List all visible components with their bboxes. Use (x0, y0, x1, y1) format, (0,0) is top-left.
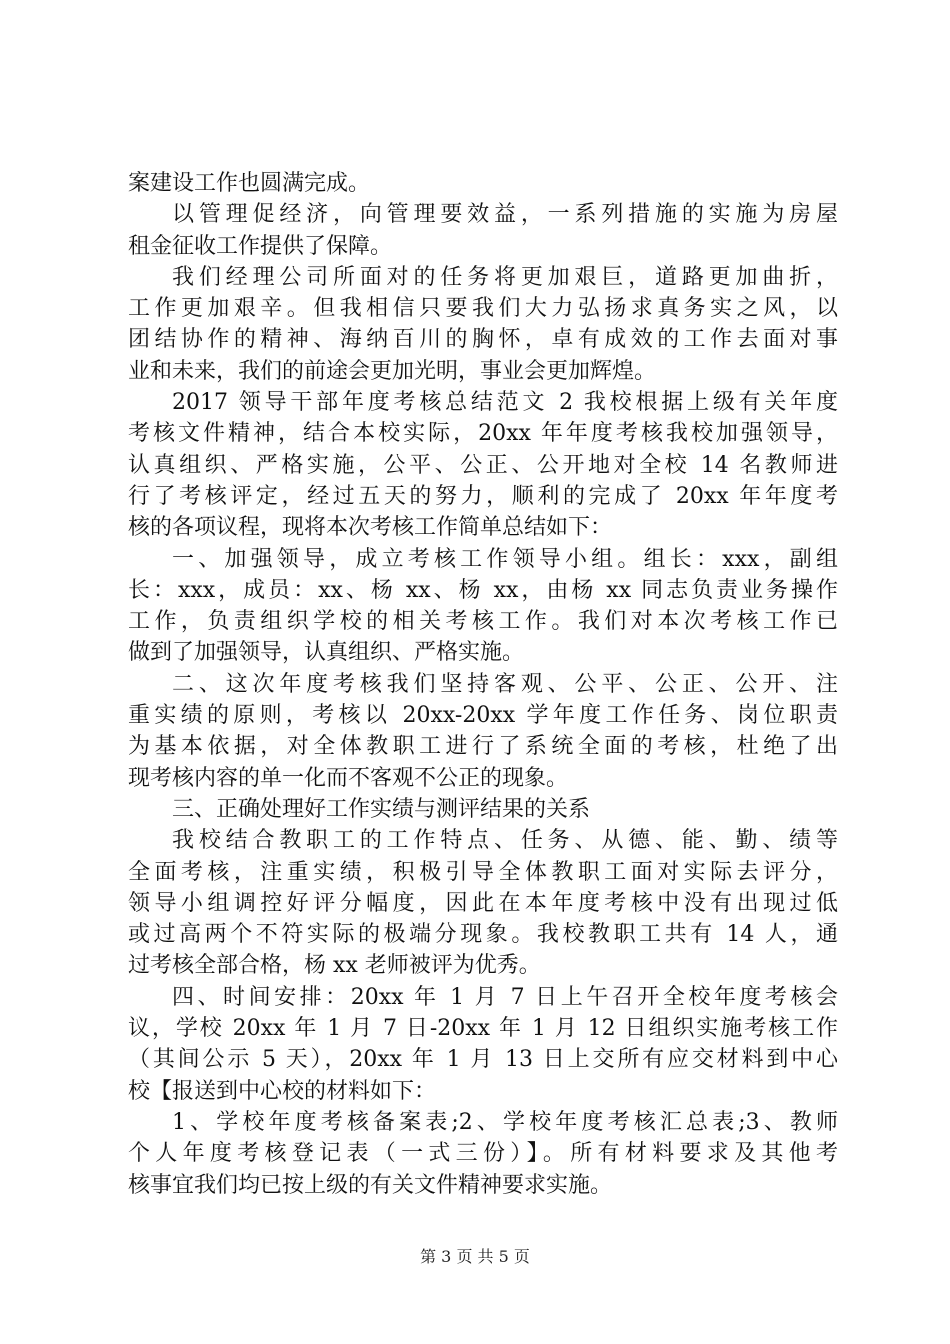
text-line: 全面考核，注重实绩，积极引导全体教职工面对实际去评分， (128, 859, 838, 885)
section-heading: 三、正确处理好工作实绩与测评结果的关系 (172, 796, 591, 822)
text-line: 个人年度考核登记表（一式三份）】。所有材料要求及其他考 (128, 1141, 838, 1167)
text-line: 我们经理公司所面对的任务将更加艰巨，道路更加曲折， (172, 264, 838, 290)
text-line: 领导小组调控好评分幅度，因此在本年度考核中没有出现过低 (128, 890, 838, 916)
text-line: 以管理促经济，向管理要效益，一系列措施的实施为房屋 (172, 202, 838, 228)
text-line: 考核文件精神，结合本校实际，20xx 年年度考核我校加强领导， (128, 421, 838, 447)
text-line: 现考核内容的单一化而不客观不公正的现象。 (128, 765, 569, 791)
text-line: 行了考核评定，经过五天的努力，顺利的完成了 20xx 年年度考 (128, 483, 838, 509)
page-number-footer: 第 3 页 共 5 页 (420, 1247, 530, 1266)
text-line: 业和未来，我们的前途会更加光明，事业会更加辉煌。 (128, 358, 657, 384)
text-line: 案建设工作也圆满完成。 (128, 171, 371, 196)
text-line: 核事宜我们均已按上级的有关文件精神要求实施。 (128, 1172, 613, 1198)
text-line: （其间公示 5 天），20xx 年 1 月 13 日上交所有应交材料到中心 (128, 1047, 838, 1073)
text-line: 核的各项议程，现将本次考核工作简单总结如下： (128, 515, 613, 541)
text-line: 为基本依据，对全体教职工进行了系统全面的考核，杜绝了出 (128, 734, 838, 760)
text-line: 过考核全部合格，杨 xx 老师被评为优秀。 (128, 953, 541, 979)
text-line: 议，学校 20xx 年 1 月 7 日-20xx 年 1 月 12 日组织实施考核工作 (128, 1016, 838, 1042)
text-line: 租金征收工作提供了保障。 (128, 233, 393, 259)
document-body (128, 168, 838, 1201)
text-line: 一、加强领导，成立考核工作领导小组。组长：xxx，副组 (172, 546, 838, 572)
text-line: 校【报送到中心校的材料如下： (128, 1078, 437, 1104)
text-line: 或过高两个不符实际的极端分现象。我校教职工共有 14 人，通 (128, 922, 838, 948)
text-line: 工作，负责组织学校的相关考核工作。我们对本次考核工作已 (128, 609, 838, 635)
text-line: 我校结合教职工的工作特点、任务、从德、能、勤、绩等 (172, 828, 838, 854)
text-line: 团结协作的精神、海纳百川的胸怀，卓有成效的工作去面对事 (128, 327, 838, 353)
text-line: 做到了加强领导，认真组织、严格实施。 (128, 640, 525, 666)
text-line: 认真组织、严格实施，公平、公正、公开地对全校 14 名教师进 (128, 452, 838, 478)
text-line: 工作更加艰辛。但我相信只要我们大力弘扬求真务实之风，以 (128, 296, 838, 322)
text-line: 2017 领导干部年度考核总结范文 2 我校根据上级有关年度 (172, 390, 838, 416)
text-line: 四、时间安排：20xx 年 1 月 7 日上午召开全校年度考核会 (172, 984, 838, 1010)
text-line: 1、学校年度考核备案表;2、学校年度考核汇总表;3、教师 (172, 1109, 838, 1135)
text-line: 重实绩的原则，考核以 20xx-20xx 学年度工作任务、岗位职责 (128, 703, 838, 729)
text-line: 二、这次年度考核我们坚持客观、公平、公正、公开、注 (172, 671, 838, 697)
text-line: 长：xxx，成员：xx、杨 xx、杨 xx，由杨 xx 同志负责业务操作 (128, 577, 838, 603)
